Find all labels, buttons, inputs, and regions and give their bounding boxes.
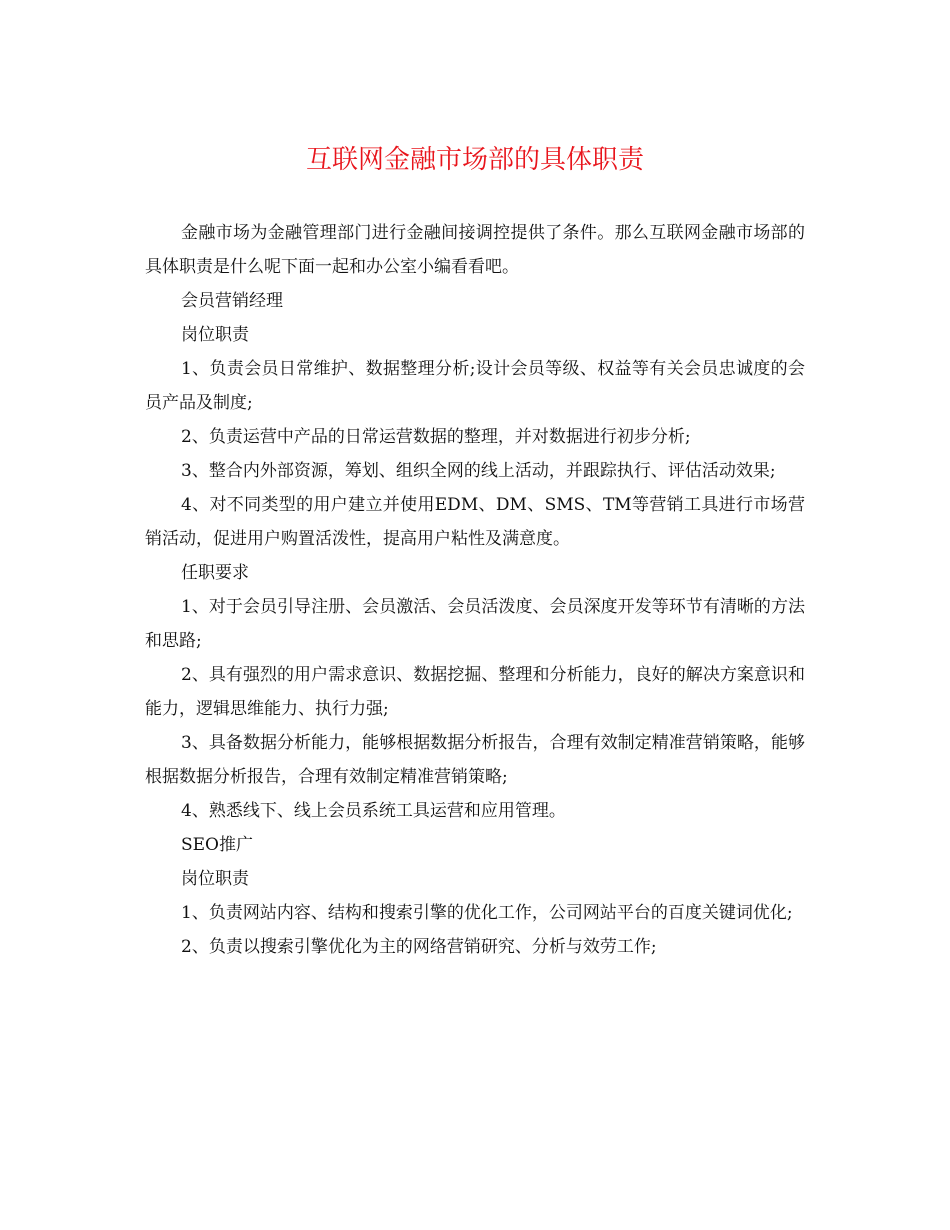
intro-paragraph: 金融市场为金融管理部门进行金融间接调控提供了条件。那么互联网金融市场部的具体职责是什么呢下面一起和办公室小编看看吧。 bbox=[145, 223, 805, 277]
document-title: 互联网金融市场部的具体职责 bbox=[305, 145, 644, 175]
duty-item: 1、负责会员日常维护、数据整理分析;设计会员等级、权益等有关会员忠诚度的会员产品及制度; bbox=[145, 359, 805, 413]
document-body bbox=[145, 216, 805, 964]
subheading-requirements: 任职要求 bbox=[181, 563, 249, 583]
section-heading-member-marketing-manager: 会员营销经理 bbox=[181, 291, 283, 311]
duty-item: 2、负责以搜索引擎优化为主的网络营销研究、分析与效劳工作; bbox=[181, 937, 657, 957]
duty-item: 3、整合内外部资源，筹划、组织全网的线上活动，并跟踪执行、评估活动效果; bbox=[181, 461, 776, 481]
section-heading-seo: SEO推广 bbox=[181, 835, 253, 855]
duty-item: 2、负责运营中产品的日常运营数据的整理，并对数据进行初步分析; bbox=[181, 427, 691, 447]
requirement-item: 2、具有强烈的用户需求意识、数据挖掘、整理和分析能力，良好的解决方案意识和能力，逻辑思维能力、执行力强; bbox=[145, 665, 805, 719]
subheading-job-duties: 岗位职责 bbox=[181, 325, 249, 345]
requirement-item: 1、对于会员引导注册、会员激活、会员活泼度、会员深度开发等环节有清晰的方法和思路; bbox=[145, 597, 805, 651]
requirement-item: 3、具备数据分析能力，能够根据数据分析报告，合理有效制定精准营销策略，能够根据数据分析报告，合理有效制定精准营销策略; bbox=[145, 733, 805, 787]
subheading-job-duties: 岗位职责 bbox=[181, 869, 249, 889]
duty-item: 1、负责网站内容、结构和搜索引擎的优化工作，公司网站平台的百度关键词优化; bbox=[181, 903, 793, 923]
requirement-item: 4、熟悉线下、线上会员系统工具运营和应用管理。 bbox=[181, 801, 566, 821]
duty-item: 4、对不同类型的用户建立并使用EDM、DM、SMS、TM等营销工具进行市场营销活动，促进用户购置活泼性，提高用户粘性及满意度。 bbox=[145, 495, 805, 549]
